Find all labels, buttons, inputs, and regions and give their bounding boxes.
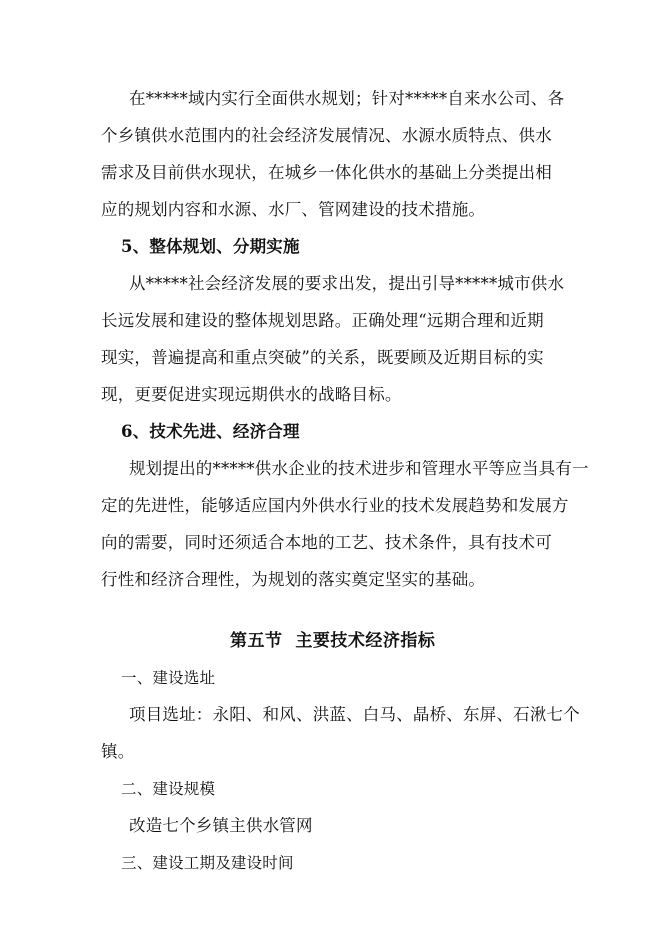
item-body-line: 改造七个乡镇主供水管网 xyxy=(129,816,313,835)
paragraph-line: 规划提出的*****供水企业的技术进步和管理水平等应当具有一 xyxy=(129,459,589,478)
paragraph-line: 需求及目前供水现状，在城乡一体化供水的基础上分类提出相 xyxy=(101,163,552,182)
section-heading-5: 5、整体规划、分期实施 xyxy=(121,237,300,256)
paragraph-line: 现，更要促进实现远期供水的战略目标。 xyxy=(101,385,402,404)
paragraph-line: 从*****社会经济发展的要求出发，提出引导*****城市供水 xyxy=(129,274,565,293)
paragraph-line: 现实，普遍提高和重点突破”的关系，既要顾及近期目标的实 xyxy=(101,348,544,367)
paragraph-line: 长远发展和建设的整体规划思路。正确处理“远期合理和近期 xyxy=(101,311,544,330)
item-heading-3: 三、建设工期及建设时间 xyxy=(121,854,294,872)
section-heading-6: 6、技术先进、经济合理 xyxy=(121,422,300,441)
paragraph-line: 在*****域内实行全面供水规划；针对*****自来水公司、各 xyxy=(129,89,565,108)
paragraph-line: 定的先进性，能够适应国内外供水行业的技术发展趋势和发展方 xyxy=(101,496,569,515)
item-body-line: 镇。 xyxy=(101,742,135,761)
section-title: 第五节 主要技术经济指标 xyxy=(230,631,436,651)
item-body-line: 项目选址：永阳、和风、洪蓝、白马、晶桥、东屏、石湫七个 xyxy=(129,705,580,724)
paragraph-line: 向的需要，同时还须适合本地的工艺、技术条件，具有技术可 xyxy=(101,533,552,552)
paragraph-line: 应的规划内容和水源、水厂、管网建设的技术措施。 xyxy=(101,200,486,219)
paragraph-line: 个乡镇供水范围内的社会经济发展情况、水源水质特点、供水 xyxy=(101,126,552,145)
paragraph-line: 行性和经济合理性，为规划的落实奠定坚实的基础。 xyxy=(101,570,486,589)
item-heading-1: 一、建设选址 xyxy=(121,669,216,687)
item-heading-2: 二、建设规模 xyxy=(121,780,216,798)
